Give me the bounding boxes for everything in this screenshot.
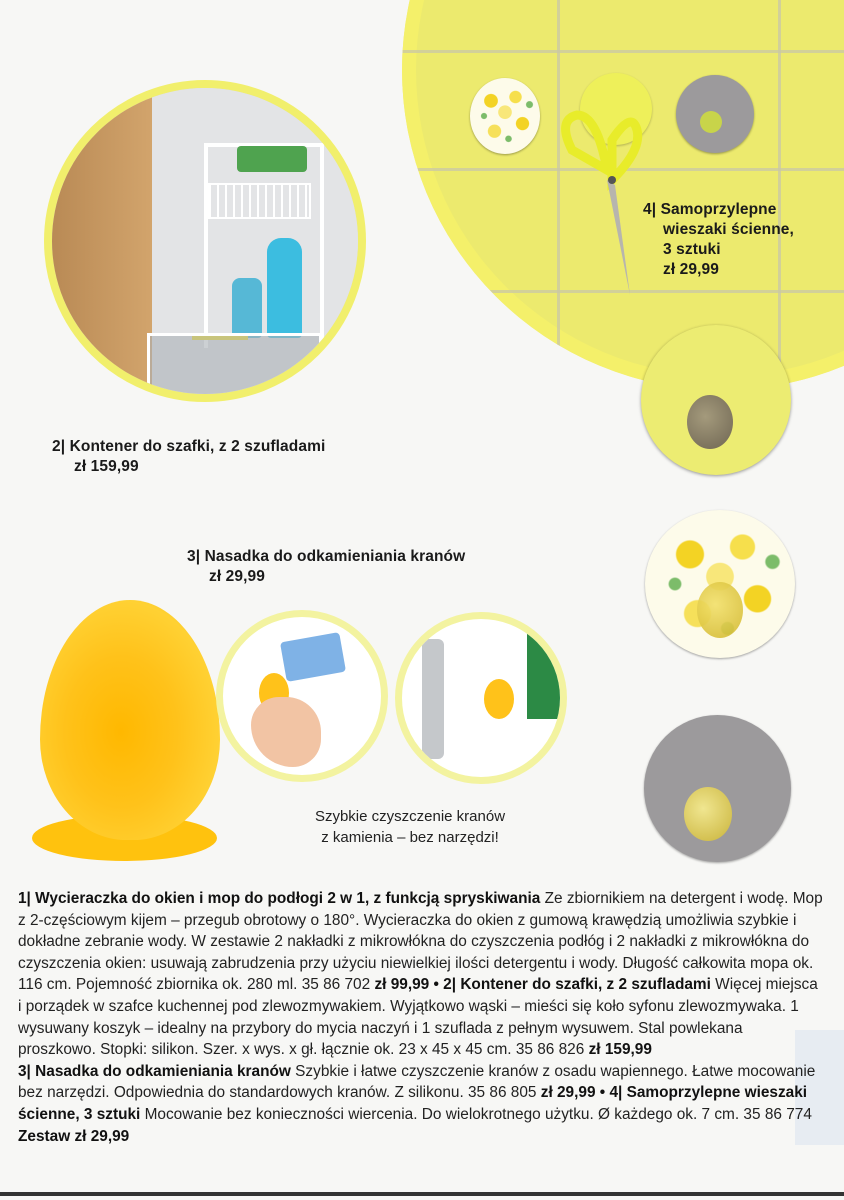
product-3-number: 3| (187, 548, 201, 565)
bottom-drawer (147, 333, 322, 401)
product-4-price: zł 29,99 (663, 261, 719, 278)
product-4-number: 4| (643, 201, 657, 218)
product-4-title: 4| Samoprzylepne wieszaki ścienne, 3 sztuki (18, 1084, 808, 1123)
product-2-description: Więcej miejsca i porządek w szafce kuchennej pod zlewozmywakiem. Wyjątkowo wąski – mieści się koło syfonu zlewozmywaka. 1 wysuwany koszyk – idealny na przybory do mycia naczyń i 1 szuflada z pełnym wysuwem. Stal powlekana proszkowo. Stopki: silikon. Szer. x wys. x gł. łącznie ok. 23 x 45 x 45 cm. 35 86 826 (18, 976, 818, 1059)
product-3-label (187, 547, 465, 587)
usage-photo-faucet (395, 612, 567, 784)
product-4-description: Mocowanie bez konieczności wiercenia. Do wielokrotnego użytku. Ø każdego ok. 7 cm. 35 86 774 (140, 1105, 812, 1123)
usage-photo-hand (216, 610, 388, 782)
scissors-icon (552, 110, 652, 300)
product-2-title: 2| Kontener do szafki, z 2 szufladami (443, 976, 711, 994)
grey-hook (676, 75, 754, 153)
lemon-hook (470, 78, 540, 154)
product-1-title: 1| Wycieraczka do okien i mop do podłogi 2 w 1, z funkcją spryskiwania (18, 890, 541, 907)
product-3-title: 3| Nasadka do odkamieniania kranów (18, 1062, 291, 1080)
hooks-hero-image (402, 0, 844, 390)
lemon-wall-hook-image (645, 510, 795, 658)
product-1-price: zł 99,99 • (374, 976, 444, 994)
description-block (18, 888, 824, 1147)
hand (251, 697, 321, 767)
grey-wall-hook-image (644, 715, 791, 862)
product-4-name-line3: 3 sztuki (663, 241, 721, 258)
product-4-name-line1: Samoprzylepne (660, 201, 777, 218)
cloth (280, 632, 346, 682)
feature-caption (270, 806, 550, 848)
sponges (237, 146, 307, 172)
bottle (267, 238, 302, 338)
product-2-label (52, 437, 325, 477)
hook-knob (687, 395, 733, 449)
top-basket (207, 183, 311, 219)
organizer-frame (204, 143, 324, 348)
faucet (422, 639, 444, 759)
green-towel (527, 629, 567, 719)
product-2-price: zł 159,99 (588, 1041, 652, 1059)
product-4-price: Zestaw zł 29,99 (18, 1127, 130, 1145)
product-2-number: 2| (52, 438, 66, 455)
product-3-price: zł 29,99 (209, 568, 265, 585)
page-bottom-rule (0, 1192, 844, 1196)
caption-line2: z kamienia – bez narzędzi! (321, 829, 499, 846)
product-2-price: zł 159,99 (74, 458, 139, 475)
hook-knob (684, 787, 732, 841)
wood-door (52, 88, 152, 402)
bottle (232, 278, 262, 338)
product-2-name: Kontener do szafki, z 2 szufladami (69, 438, 326, 455)
hook-knob (700, 111, 722, 133)
mini-egg (484, 679, 514, 719)
product-4-label (643, 200, 794, 280)
product-3-name: Nasadka do odkamieniania kranów (204, 548, 466, 565)
caption-line1: Szybkie czyszczenie kranów (314, 808, 506, 825)
hook-knob (697, 582, 743, 638)
yellow-wall-hook-image (641, 325, 791, 475)
product-3-price: zł 29,99 • (540, 1084, 610, 1102)
cabinet-organizer-image (44, 80, 366, 402)
product-3-description: Szybkie i łatwe czyszczenie kranów z osadu wapiennego. Łatwe mocowanie bez narzędzi. Odpowiednia do standardowych kranów. Z silikonu. 35 86 805 (18, 1062, 816, 1102)
descaler-egg-image (40, 600, 220, 840)
product-1-description: Ze zbiornikiem na detergent i wodę. Mop z 2-częściowym kijem – przegub obrotowy o 180°. Wycieraczka do okien z gumową krawędzią umożliwia szybkie i dokładne zebranie wody. W zestawie 2 nakładki z mikrowłókna do czyszczenia podłóg i 2 nakładki z mikrowłókna do czyszczenia okien: usuwają zabrudzenia przy użyciu niewielkiej ilości detergentu i wody. Długość całkowita mopa ok. 116 cm. Pojemność zbiornika ok. 280 ml. 35 86 702 (18, 890, 823, 994)
product-descriptions (18, 888, 824, 1147)
tile-grout (778, 0, 781, 390)
product-4-name-line2: wieszaki ścienne, (663, 221, 794, 238)
